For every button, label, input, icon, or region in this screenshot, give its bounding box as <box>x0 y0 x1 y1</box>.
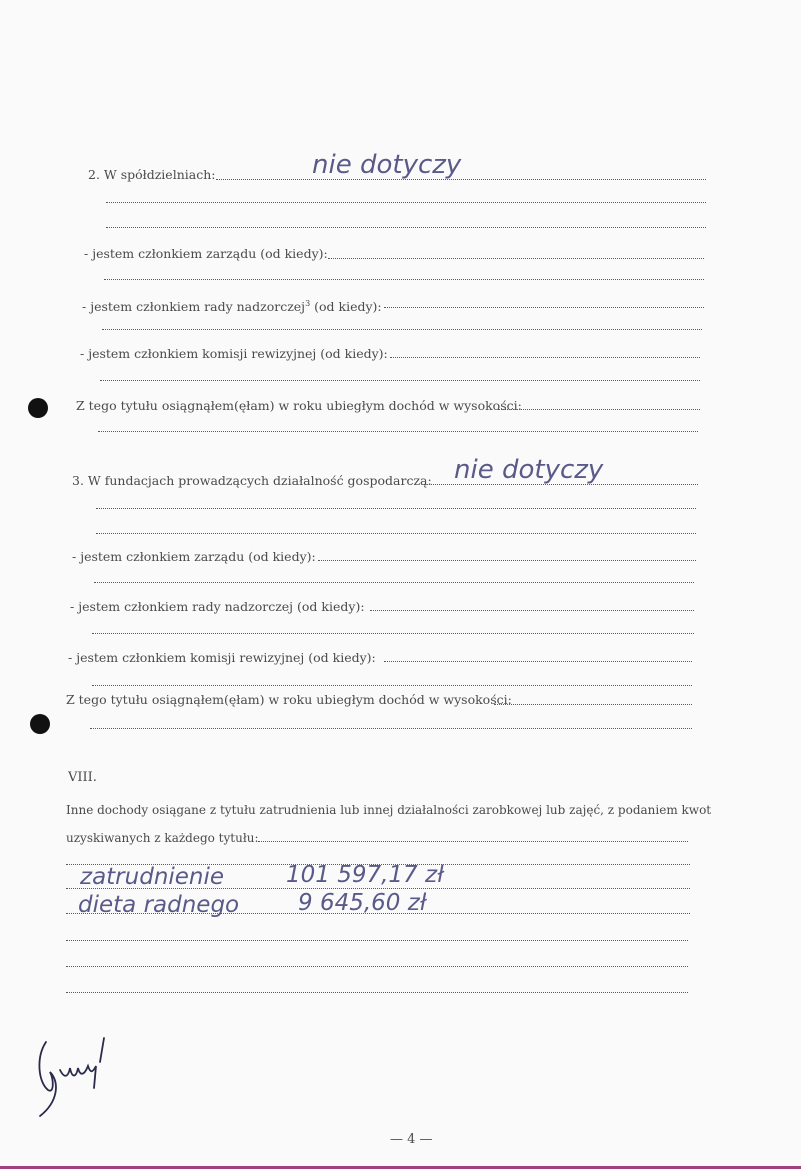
section2-blank-line-2 <box>106 227 706 228</box>
section8-entry1-label: zatrudnienie <box>80 864 225 890</box>
section3-blank-line-2 <box>96 533 696 534</box>
section3-komisja-label: - jestem członkiem komisji rewizyjnej (od kiedy): <box>68 650 376 665</box>
section2-title: 2. W spółdzielniach: <box>88 167 216 182</box>
section8-heading: VIII. <box>68 770 97 785</box>
section3-rada-dots <box>370 610 694 611</box>
section3-dochod-blank <box>90 728 692 729</box>
section3-dochod-dots <box>494 704 692 705</box>
signature <box>30 1032 120 1122</box>
section3-dochod-label: Z tego tytułu osiągnąłem(ęłam) w roku ubiegłym dochód w wysokości: <box>66 692 512 707</box>
section3-handwritten-answer: nie dotyczy <box>454 455 604 485</box>
section2-dochod-label: Z tego tytułu osiągnąłem(ęłam) w roku ubiegłym dochód w wysokości: <box>76 398 522 413</box>
page-number: — 4 — <box>390 1132 433 1147</box>
section2-zarzad-blank <box>104 279 704 280</box>
section3-komisja-blank <box>92 685 692 686</box>
punch-hole-top <box>28 398 48 418</box>
section2-blank-line-1 <box>106 202 706 203</box>
section3-zarzad-label: - jestem członkiem zarządu (od kiedy): <box>72 549 316 564</box>
section8-text-line2: uzyskiwanych z każdego tytułu: <box>66 831 259 845</box>
section8-blank-line-2 <box>66 888 690 889</box>
section2-zarzad-label: - jestem członkiem zarządu (od kiedy): <box>84 246 328 261</box>
section8-blank-line-5 <box>66 966 688 967</box>
section3-rada-blank <box>92 633 694 634</box>
section8-line2-dots <box>258 841 688 842</box>
section3-zarzad-dots <box>318 560 696 561</box>
punch-hole-bottom <box>30 714 50 734</box>
section8-text-line1: Inne dochody osiągane z tytułu zatrudnienia lub innej działalności zarobkowej lub zajęć, z podaniem kwot <box>66 803 712 817</box>
section3-rada-label: - jestem członkiem rady nadzorczej (od kiedy): <box>70 599 365 614</box>
section2-rada-text: - jestem członkiem rady nadzorczej <box>82 299 306 315</box>
section2-dochod-blank <box>98 431 698 432</box>
section2-rada-label <box>82 296 382 315</box>
section2-rada-footnote: 3 <box>305 299 311 308</box>
section3-komisja-dots <box>384 661 692 662</box>
section2-komisja-label: - jestem członkiem komisji rewizyjnej (od kiedy): <box>80 346 388 361</box>
section2-zarzad-dots <box>328 258 704 259</box>
section3-blank-line-1 <box>96 508 696 509</box>
section8-blank-line-4 <box>66 940 688 941</box>
section8-entry1-amount: 101 597,17 zł <box>286 862 444 888</box>
section8-blank-line-6 <box>66 992 688 993</box>
section3-title: 3. W fundacjach prowadzących działalność gospodarczą: <box>72 473 432 488</box>
section8-blank-line-3 <box>66 913 690 914</box>
section2-komisja-blank <box>100 380 700 381</box>
section2-handwritten-answer: nie dotyczy <box>312 150 462 180</box>
section2-dochod-dots <box>498 409 700 410</box>
section8-entry2-amount: 9 645,60 zł <box>298 890 427 916</box>
section3-zarzad-blank <box>94 582 694 583</box>
section2-rada-dots <box>384 307 704 308</box>
section8-entry2-label: dieta radnego <box>78 892 240 918</box>
section2-komisja-dots <box>390 357 700 358</box>
section2-rada-suffix: (od kiedy): <box>310 299 382 315</box>
section2-rada-blank <box>102 329 702 330</box>
